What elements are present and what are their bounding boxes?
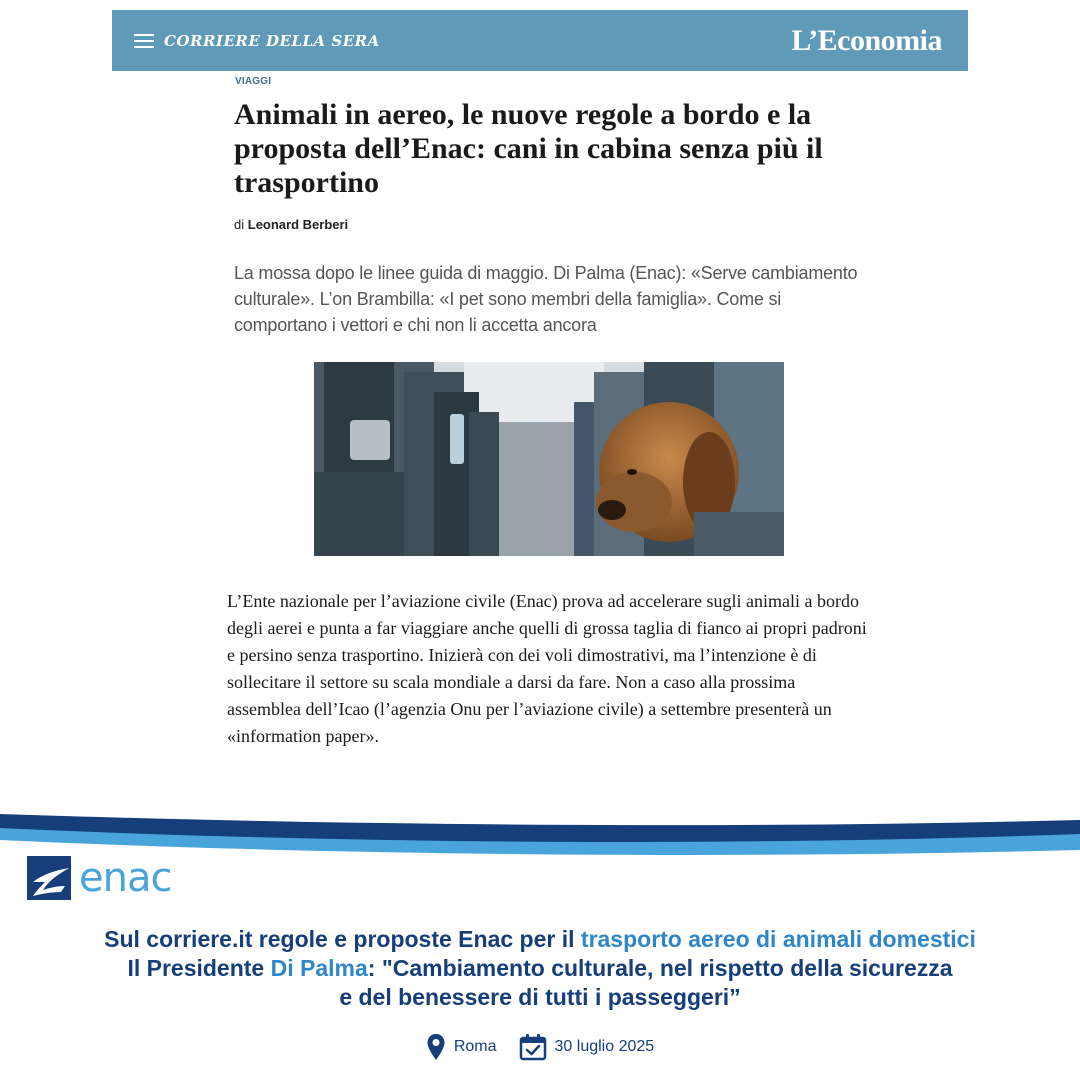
footer-line-1 xyxy=(0,925,1080,954)
header-left xyxy=(134,32,380,50)
footer-line-3: e del benessere di tutti i passeggeri” xyxy=(339,984,741,1010)
article-summary: La mossa dopo le linee guida di maggio. Di Palma (Enac): «Serve cambiamento culturale». L’on Brambilla: «I pet sono membri della famiglia». Come si comportano i vettori e chi non li accetta ancora xyxy=(234,263,858,335)
masthead-logo[interactable]: CORRIERE DELLA SERA xyxy=(164,31,380,50)
dog-on-plane-image xyxy=(314,362,784,556)
date-item xyxy=(519,1033,655,1061)
footer-message xyxy=(0,925,1080,1012)
enac-wordmark: enac xyxy=(79,855,172,901)
article-byline xyxy=(234,217,348,232)
article-photo xyxy=(314,362,784,556)
byline-author[interactable]: Leonard Berberi xyxy=(247,217,349,232)
footer-line-1-highlight: trasporto aereo di animali domestici xyxy=(580,926,976,952)
header-bar xyxy=(112,10,968,71)
article-body: L’Ente nazionale per l’aviazione civile (Enac) prova ad accelerare sugli animali a bordo degli aerei e punta a far viaggiare anche quelli di grossa taglia di fianco ai propri padroni e persino senza trasportino. Inizierà con dei voli dimostrativi, ma l’intenzione è di sollecitare il settore su scala mondiale a darsi da fare. Non a caso alla prossima assemblea dell’Icao (l’agenzia Onu per l’aviazione civile) a settembre presenterà un «information paper». xyxy=(227,591,867,746)
meta-row xyxy=(0,1033,1080,1061)
date-text: 30 luglio 2025 xyxy=(554,1038,655,1055)
footer-line-1-text: Sul corriere.it regole e proposte Enac per il xyxy=(104,926,581,952)
calendar-check-icon xyxy=(519,1033,547,1061)
article-kicker[interactable]: VIAGGI xyxy=(235,76,272,87)
section-logo[interactable]: L’Economia xyxy=(791,23,942,57)
location-item xyxy=(426,1033,497,1061)
enac-emblem-icon xyxy=(27,856,71,900)
enac-logo[interactable] xyxy=(27,856,171,900)
footer-line-2-highlight: Di Palma xyxy=(270,955,368,981)
location-pin-icon xyxy=(426,1033,446,1061)
location-text: Roma xyxy=(453,1038,497,1055)
menu-icon[interactable] xyxy=(134,34,154,48)
article-headline: Animali in aereo, le nuove regole a bordo e la proposta dell’Enac: cani in cabina senza più il trasportino xyxy=(234,98,823,199)
footer-line-2-text: Il Presidente xyxy=(127,955,271,981)
footer-line-2-quote: : "Cambiamento culturale, nel rispetto della sicurezza xyxy=(367,955,953,981)
footer-line-2 xyxy=(0,954,1080,983)
byline-prefix: di xyxy=(234,217,245,232)
